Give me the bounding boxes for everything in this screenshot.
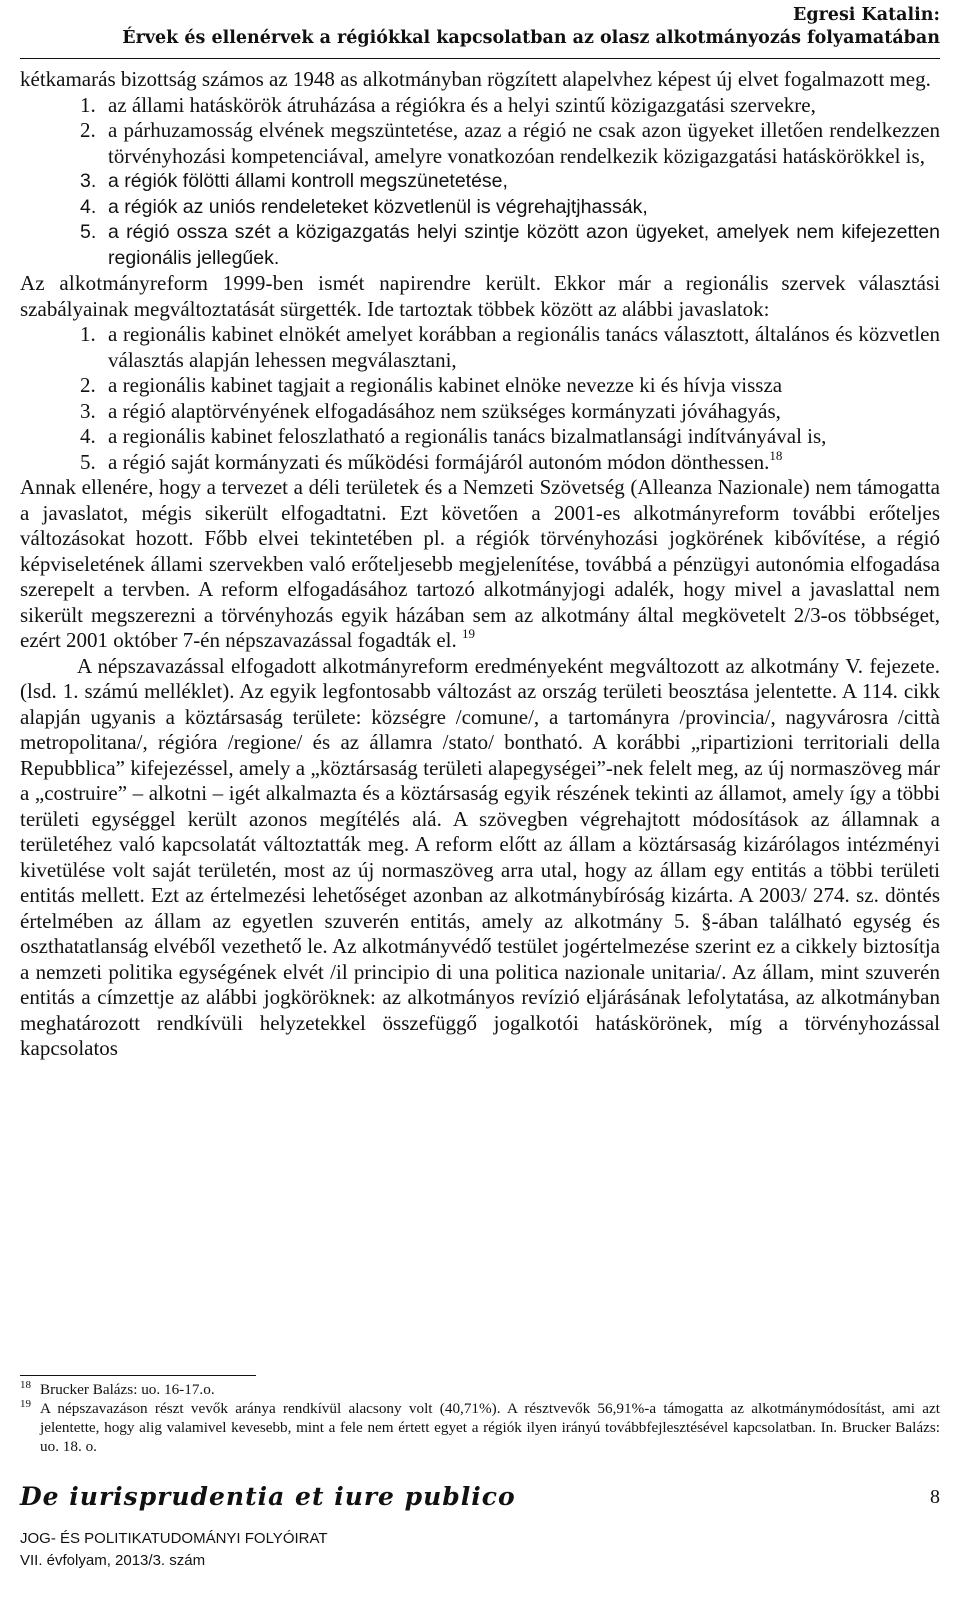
footnote-number: 18 [20,1379,31,1391]
footnote-separator [20,1375,256,1376]
list-item [20,322,940,373]
proposal-list-2 [20,322,940,475]
list-number: 5. [80,221,97,243]
proposal-list-1 [20,93,940,272]
list-text: a párhuzamosság elvének megszüntetése, azaz a régió ne csak azon ügyeket illetően rendelkezzen törvényhozási kompetenciával, amelyre vonatkozóan rendelkezik közigazgatási hatáskörökkel is, [108,118,940,168]
reform-2001-text: Annak ellenére, hogy a tervezet a déli területek és a Nemzeti Szövetség (Alleanza Nazionale) nem támogatta a javaslatot, mégis sikerült elfogadtatni. Ezt követően a 2001-es alkotmányreform további erőteljes változásokat hozott. Főbb elvei tekintetében pl. a régiók törvényhozási jogkörének kibővítése, a régió képviseletének állami szervekben való erőteljesebb megjelenítése, továbbá a pénzügyi autonómia elfogadása szerepelt a tervben. A reform elfogadásához tartozó alkotmányjogi adalék, hogy mivel a javaslattal nem sikerült megszerezni a törvényhozás egyik házában sem az alkotmány által megkövetelt 2/3-os többséget, ezért 2001 október 7-én népszavazással fogadták el. [20,475,940,652]
list-item [20,373,940,399]
page-number: 8 [930,1486,940,1508]
footnote [20,1399,940,1456]
list-number: 4. [80,424,96,448]
journal-title: De iurisprudentia et iure publico [20,1482,516,1511]
list-text: a regionális kabinet elnökét amelyet korábban a regionális tanács választott, általános és közvetlen választás alapján lehessen megválasztani, [108,322,940,372]
footnote-ref[interactable]: 19 [461,626,475,641]
publication-name: JOG- ÉS POLITIKATUDOMÁNYI FOLYÓIRAT [20,1530,328,1547]
running-header [20,0,940,59]
list-text: a regionális kabinet feloszlatható a regionális tanács bizalmatlansági indítványával is, [108,424,827,448]
header-author: Egresi Katalin: [793,5,940,25]
header-title: Érvek és ellenérvek a régiókkal kapcsolatban az olasz alkotmányozás folyamatában [122,28,940,48]
list-number: 1. [80,322,96,346]
main-text [20,67,940,1062]
list-item [20,424,940,450]
list-text: a régiók fölötti állami kontroll megszünetetése, [108,170,508,192]
reform-1999-sentence: Az alkotmányreform 1999-ben ismét napirendre került. [20,271,542,295]
list-number: 2. [80,373,96,397]
constitution-paragraph: A népszavazással elfogadott alkotmányreform eredményeként megváltozott az alkotmány V. fejezete. (lsd. 1. számú melléklet). Az egyik legfontosabb változást az ország területi beosztása jelentette. A 114. cikk alapján ugyanis a köztársaság területe: községre /comune/, a tartományra /provincia/, nagyvárosra /città metropolitana/, régióra /regione/ és az államra /stato/ bontható. A korábbi „ripartizioni territoriali della Repubblica” kifejezéssel, amely a „köztársaság területi alapegységei”-nek felelt meg, az új normaszöveg már a „costruire” – alkotni – igét alkalmazta és a köztársaság egyik részének tekinti az államot, amely így a többi területi egységgel került azonos megítélés alá. A szövegben végrehajtott módosítások az államnak a területéhez való kapcsolatát változtatták meg. A reform előtt az állam a köztársaság kizárólagos intézményi kivetülése volt saját területén, most az új normaszöveg arra utal, hogy az állam egy entitás a többi területi entitás mellett. Ezt az értelmezési lehetőséget azonban az alkotmánybíróság kizárta. A 2003/ 274. sz. döntés értelmében az állam az egyetlen szuverén entitás, amely az alkotmány 5. §-ában található egység és oszthatatlanság elvéből vezethető le. Az alkotmányvédő testület jogértelmezése szerint ez a cikkely biztosítja a nemzeti politika egységének elvét /il principio di una politica nazionale unitaria/. Az állam, mint szuverén entitás a címzettje az alábbi jogköröknek: az alkotmányos revízió eljárásának lefolytatása, az alkotmányban meghatározott rendkívüli helyzetekkel összefüggő jogalkotói hatáskörönek, míg a törvényhozással kapcsolatos [20,653,940,1060]
list-number: 2. [80,118,96,142]
list-text: az állami hatáskörök átruházása a régiókra és a helyi szintű közigazgatási szervekre, [108,92,816,117]
page-footer [20,1482,940,1608]
footnotes [20,1380,940,1456]
list-text: a régiók az uniós rendeleteket közvetlenül is végrehajtjhassák, [108,195,648,218]
intro-paragraph: kétkamarás bizottság számos az 1948 as alkotmányban rögzített alapelvhez képest új elvet fogalmazott meg. [20,67,931,91]
list-item [20,399,940,425]
footnote-ref[interactable]: 18 [769,447,783,463]
list-text: a régió alaptörvényének elfogadásához nem szükséges kormányzati jóváhagyás, [108,398,781,423]
list-text: a régió ossza szét a közigazgatás helyi szintje között azon ügyeket, amelyek nem kifejezetten regionális jellegűek. [108,221,940,269]
reform-1999-paragraph [20,271,940,322]
list-number: 3. [80,170,97,192]
footnote-number: 19 [20,1398,31,1410]
list-item [20,169,940,195]
list-item [20,195,940,221]
list-item [20,118,940,169]
footnote-text: A népszavazáson részt vevők aránya rendkívül alacsony volt (40,71%). A résztvevők 56,91%-a támogatta az alkotmánymódosítást, ami azt jelentette, hogy alig valamivel kevesebb, mint a fele nem értett egyet a régiók ilyen irányú továbbfejlesztésével kapcsolatban. In. Brucker Balázs: uo. 18. o. [40,1400,940,1455]
list-item [20,93,940,119]
publication-volume: VII. évfolyam, 2013/3. szám [20,1552,206,1569]
list-number: 4. [80,195,97,218]
footnote [20,1380,940,1399]
footnote-text: Brucker Balázs: uo. 16-17.o. [40,1381,215,1398]
list-item [20,220,940,271]
list-number: 3. [80,398,96,423]
list-text: a régió saját kormányzati és működési formájáról autonóm módon dönthessen. [108,449,770,474]
reform-1999-proposals: Ekkor már a regionális szervek választási szabályainak megváltoztatását sürgették. Ide tartoztak többek között az alábbi javaslatok: [20,271,940,321]
reform-2001-paragraph [20,475,940,654]
list-item [20,447,940,476]
list-text: a regionális kabinet tagjait a regionális kabinet elnöke nevezze ki és hívja vissza [108,373,783,397]
list-number: 5. [80,449,96,474]
publication-info [20,1528,328,1572]
list-number: 1. [80,92,96,117]
